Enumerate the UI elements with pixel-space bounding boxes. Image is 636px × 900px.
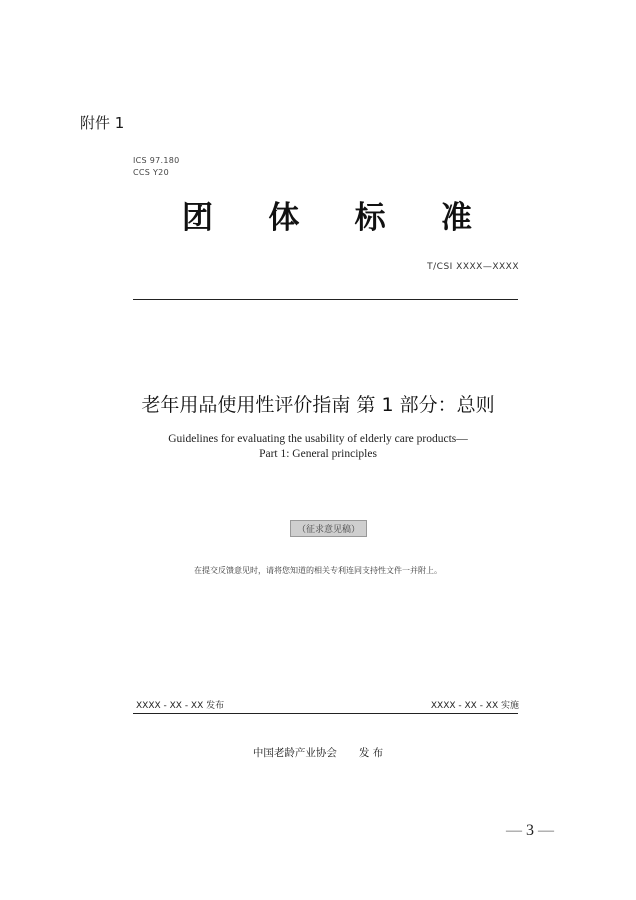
page-number-dash-right: — <box>538 822 554 839</box>
publisher-action: 发 布 <box>358 747 384 759</box>
attachment-label: 附件 1 <box>80 114 125 132</box>
header-divider <box>133 299 518 300</box>
standard-number: T/CSI XXXX—XXXX <box>427 262 519 272</box>
standard-type-char: 标 <box>354 200 386 236</box>
submission-note: 在提交反馈意见时，请将您知道的相关专利连同支持性文件一并附上。 <box>194 566 442 575</box>
draft-status-badge: （征求意见稿） <box>290 520 367 537</box>
page-number-dash-left: — <box>506 822 522 839</box>
document-title-english <box>0 432 636 462</box>
standard-type-char: 体 <box>268 200 300 236</box>
standard-type-char: 准 <box>440 200 472 236</box>
document-title-chinese: 老年用品使用性评价指南 第 1 部分：总则 <box>141 394 495 416</box>
standard-type-char: 团 <box>182 200 213 236</box>
ics-code: ICS 97.180 <box>133 156 180 165</box>
footer-divider <box>133 713 518 714</box>
publisher-line <box>0 745 636 760</box>
title-english-line2: Part 1: General principles <box>259 448 377 460</box>
standard-type-heading <box>182 192 472 237</box>
title-english-line1: Guidelines for evaluating the usability of elderly care products— <box>168 433 468 445</box>
issue-date: XXXX - XX - XX 发布 <box>136 701 225 711</box>
publisher-org: 中国老龄产业协会 <box>252 747 337 759</box>
classification-codes <box>133 155 180 179</box>
implementation-date: XXXX - XX - XX 实施 <box>430 701 519 711</box>
page-number-footer <box>506 822 554 840</box>
page-number: 3 <box>526 822 534 839</box>
ccs-code: CCS Y20 <box>133 168 169 177</box>
